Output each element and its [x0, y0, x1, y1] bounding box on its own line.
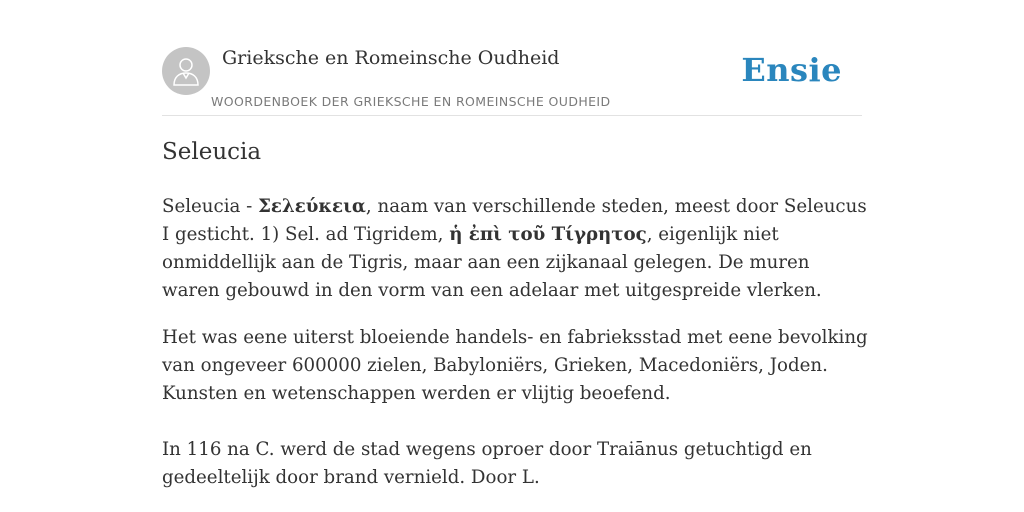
brand-logo[interactable]: Ensie: [741, 51, 842, 89]
entry-text: Seleucia -: [162, 196, 259, 217]
source-subtitle[interactable]: WOORDENBOEK DER GRIEKSCHE EN ROMEINSCHE OUDHEID: [211, 94, 611, 109]
entry-headword: Seleucia: [162, 139, 262, 165]
source-title[interactable]: Grieksche en Romeinsche Oudheid: [222, 47, 560, 69]
source-header: [162, 44, 862, 116]
entry-paragraph-1: [162, 193, 870, 305]
avatar[interactable]: [162, 47, 210, 95]
entry-paragraph-2: Het was eene uiterst bloeiende handels- en fabrieksstad met eene bevolking van ongeveer 600000 zielen, Babyloniërs, Grieken, Macedoniërs, Joden. Kunsten en wetenschappen werden er vlijtig beoefend.: [162, 327, 868, 404]
greek-term: Σελεύκεια: [258, 196, 366, 217]
entry-text: , eigenlijk niet onmiddellijk aan de Tigris, maar aan een zijkanaal gelegen. De muren waren gebouwd in den vorm van een adelaar met uitgespreide vlerken.: [162, 224, 822, 301]
header-divider: [162, 115, 862, 116]
entry-body: [162, 193, 870, 511]
user-icon: [172, 56, 200, 86]
greek-term: ἡ ἐπὶ τοῦ Τίγρητος: [449, 224, 647, 245]
entry-paragraph-3: In 116 na C. werd de stad wegens oproer door Traiānus getuchtigd en gedeeltelijk door brand vernield. Door L.: [162, 439, 812, 488]
entry-text: , naam van verschillende steden, meest door Seleucus I gesticht. 1) Sel. ad Tigridem,: [162, 196, 867, 245]
